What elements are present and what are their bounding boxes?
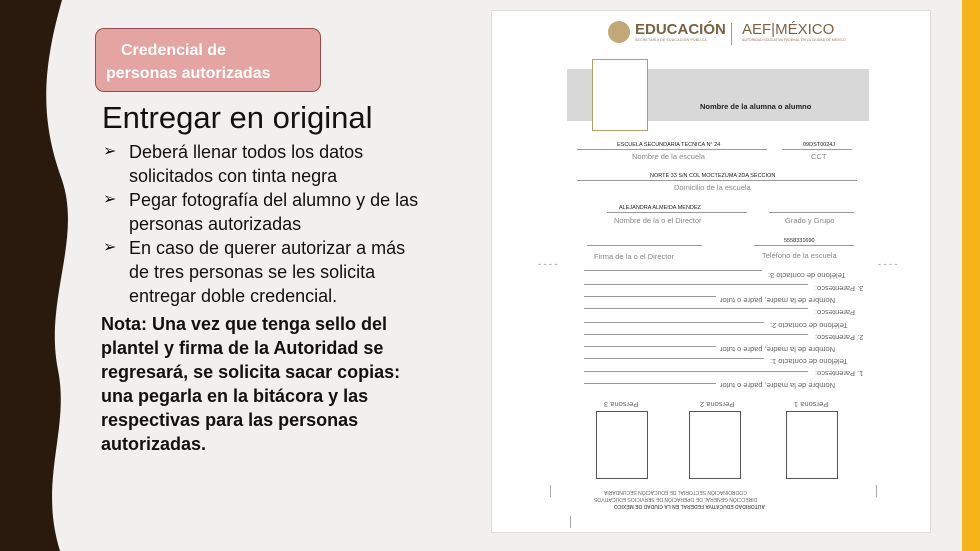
director-label: Nombre de la o el Director (614, 216, 702, 225)
cut-mark-left: - - - - (538, 259, 558, 269)
badge-line-1: Credencial de (121, 42, 226, 59)
bullet-text: En caso de querer autorizar a más de tres personas se les solicita entregar doble credencial. (129, 238, 406, 306)
contact-field-label: Nombre de la madre, padre o tutor (720, 345, 836, 354)
cct-value: 09DST0024J (803, 142, 836, 148)
divider-line (584, 371, 808, 372)
arrow-bullet-icon: ➢ (103, 143, 117, 160)
decorative-wave (0, 0, 70, 551)
divider-line (584, 334, 808, 335)
contact-field-label: Teléfono de contacto 2: (770, 321, 848, 330)
address-label: Domicilio de la escuela (674, 183, 751, 192)
credential-form-image (491, 10, 931, 533)
divider-line (607, 212, 747, 213)
school-value: ESCUELA SECUNDARIA TECNICA N° 24 (617, 142, 721, 148)
slide-heading: Entregar en original (102, 100, 373, 135)
accent-strip (962, 0, 980, 551)
list-item (103, 236, 423, 308)
signature-label: Firma de la o el Director (594, 252, 675, 261)
instruction-list (103, 140, 423, 308)
divider-line (584, 308, 808, 309)
section-badge (95, 28, 321, 92)
contact-field-label: Teléfono de contacto 3: (768, 271, 846, 280)
aef-logo-subtitle: AUTORIDAD EDUCATIVA FEDERAL EN LA CIUDAD DE MÉXICO (742, 38, 846, 42)
crop-mark (570, 516, 571, 528)
divider-line (587, 245, 702, 246)
footer-line: DIRECCIÓN GENERAL DE OPERACIÓN DE SERVICIOS EDUCATIVOS (594, 496, 758, 502)
note-text: Nota: Una vez que tenga sello del plantel y firma de la Autoridad se regresará, se solicita sacar copias: una pegarla en la bitácora y las respectivas para las personas autorizadas. (101, 314, 401, 454)
list-item (103, 140, 423, 188)
footer-line: COORDINACIÓN SECTORIAL DE EDUCACIÓN SECUNDARIA (604, 489, 747, 495)
school-label: Nombre de la escuela (632, 152, 705, 161)
contact-field-label: 1. Parentesco: (815, 369, 864, 378)
persona-label: Persona 3 (604, 400, 639, 409)
contact-field-label: Nombre de la madre, padre o tutor (720, 381, 836, 390)
grade-label: Grado y Grupo (785, 216, 835, 225)
badge-line-2: personas autorizadas (106, 65, 271, 82)
director-value: ALEJANDRA ALMEIDA MENDEZ (619, 205, 701, 211)
divider-line (584, 383, 716, 384)
persona-photo-box (596, 411, 648, 479)
crop-mark (876, 485, 877, 497)
student-name-label: Nombre de la alumna o alumno (700, 102, 812, 111)
cct-label: CCT (811, 152, 827, 161)
arrow-bullet-icon: ➢ (103, 239, 117, 256)
contact-field-label: Teléfono de contacto 1: (770, 357, 848, 366)
contact-field-label: 3. Parentesco: (815, 284, 864, 293)
address-value: NORTE 33 S/N COL MOCTEZUMA 2DA SECCION (650, 173, 776, 179)
divider-line (584, 346, 716, 347)
divider-line (584, 284, 808, 285)
list-item (103, 188, 423, 236)
contact-field-label: Nombre de la madre, padre o tutor (720, 296, 836, 305)
divider-line (584, 322, 764, 323)
education-logo: EDUCACIÓN (635, 21, 726, 38)
persona-photo-box (786, 411, 838, 479)
divider-line (584, 270, 762, 271)
phone-value: 5558331690 (784, 238, 815, 244)
contact-field-label: Parentesco: (815, 308, 856, 317)
persona-photo-box (689, 411, 741, 479)
persona-label: Persona 1 (794, 400, 829, 409)
divider-line (782, 149, 852, 150)
crop-mark (550, 485, 551, 497)
divider-line (577, 149, 767, 150)
divider-line (754, 245, 854, 246)
bullet-text: Pegar fotografía del alumno y de las personas autorizadas (129, 190, 419, 234)
divider-line (769, 212, 854, 213)
bullet-text: Deberá llenar todos los datos solicitados con tinta negra (129, 142, 364, 186)
seal-icon (608, 21, 630, 43)
persona-label: Persona 2 (700, 400, 735, 409)
arrow-bullet-icon: ➢ (103, 191, 117, 208)
logo-divider (731, 23, 732, 45)
aef-logo: AEF|MÉXICO (742, 21, 835, 38)
phone-label: Teléfono de la escuela (762, 251, 837, 260)
footer-line: AUTORIDAD EDUCATIVA FEDERAL EN LA CIUDAD DE MÉXICO (614, 503, 765, 509)
contact-field-label: 2. Parentesco: (815, 333, 864, 342)
cut-mark-right: - - - - (878, 259, 898, 269)
divider-line (577, 180, 857, 181)
education-logo-subtitle: SECRETARÍA DE EDUCACIÓN PÚBLICA (635, 38, 707, 42)
divider-line (584, 358, 764, 359)
student-photo-box (592, 59, 648, 131)
divider-line (584, 296, 716, 297)
